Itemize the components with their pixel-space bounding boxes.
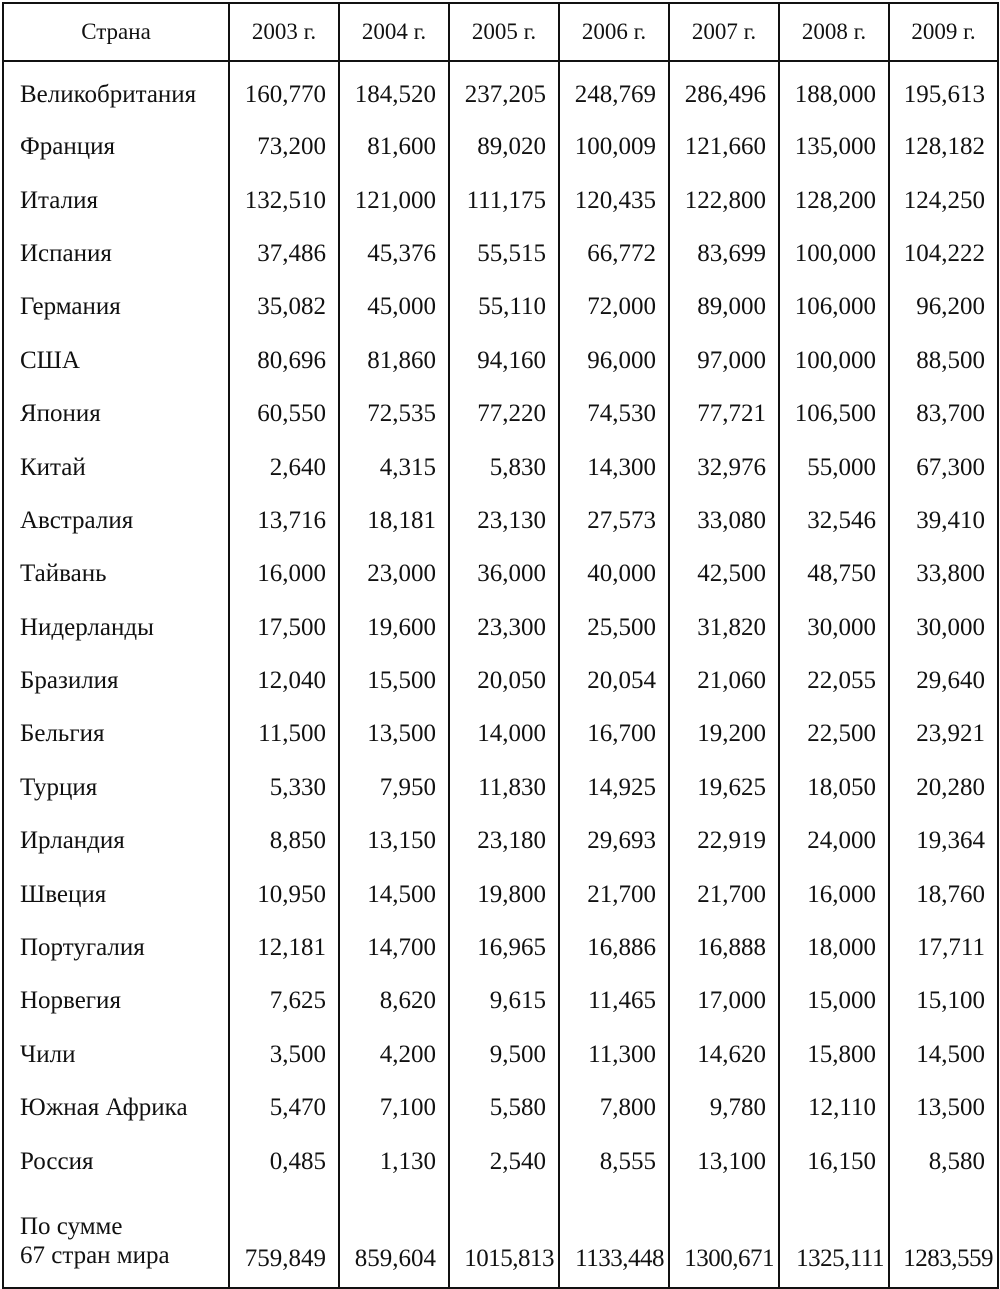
value-cell: 77,220 [449,387,559,440]
value-cell: 188,000 [779,61,889,120]
value-cell: 19,600 [339,601,449,654]
value-cell: 21,700 [559,867,669,920]
value-cell: 5,580 [449,1081,559,1134]
value-cell: 17,711 [889,921,998,974]
value-cell: 83,699 [669,227,779,280]
value-cell: 20,050 [449,654,559,707]
value-cell: 16,886 [559,921,669,974]
table-row [3,387,998,440]
value-cell: 19,200 [669,707,779,760]
value-cell: 32,976 [669,440,779,493]
value-cell: 13,716 [229,494,339,547]
value-cell: 12,110 [779,1081,889,1134]
table-row [3,1081,998,1134]
value-cell: 184,520 [339,61,449,120]
country-cell: Южная Африка [3,1081,229,1134]
value-cell: 100,000 [779,227,889,280]
value-cell: 25,500 [559,601,669,654]
header-year: 2005 г. [449,3,559,61]
value-cell: 135,000 [779,120,889,173]
value-cell: 8,555 [559,1134,669,1187]
value-cell: 14,620 [669,1028,779,1081]
country-cell: Швеция [3,867,229,920]
value-cell: 8,850 [229,814,339,867]
value-cell: 96,000 [559,334,669,387]
table-row [3,867,998,920]
header-year: 2008 г. [779,3,889,61]
value-cell: 21,060 [669,654,779,707]
value-cell: 14,500 [889,1028,998,1081]
table-row [3,334,998,387]
total-cell: 1325,111 [779,1188,889,1288]
value-cell: 17,000 [669,974,779,1027]
country-cell: Норвегия [3,974,229,1027]
value-cell: 286,496 [669,61,779,120]
value-cell: 14,500 [339,867,449,920]
country-cell: Ирландия [3,814,229,867]
value-cell: 122,800 [669,173,779,226]
value-cell: 88,500 [889,334,998,387]
value-cell: 19,364 [889,814,998,867]
value-cell: 20,280 [889,761,998,814]
value-cell: 94,160 [449,334,559,387]
value-cell: 14,700 [339,921,449,974]
country-cell: Бельгия [3,707,229,760]
value-cell: 23,921 [889,707,998,760]
value-cell: 39,410 [889,494,998,547]
value-cell: 18,000 [779,921,889,974]
header-country: Страна [3,3,229,61]
value-cell: 11,465 [559,974,669,1027]
country-cell: Испания [3,227,229,280]
total-cell: 1015,813 [449,1188,559,1288]
value-cell: 124,250 [889,173,998,226]
value-cell: 32,546 [779,494,889,547]
value-cell: 4,315 [339,440,449,493]
value-cell: 23,130 [449,494,559,547]
value-cell: 128,200 [779,173,889,226]
value-cell: 9,780 [669,1081,779,1134]
value-cell: 16,888 [669,921,779,974]
table-body [3,61,998,1288]
value-cell: 55,000 [779,440,889,493]
value-cell: 33,080 [669,494,779,547]
value-cell: 23,300 [449,601,559,654]
value-cell: 89,000 [669,280,779,333]
value-cell: 16,700 [559,707,669,760]
value-cell: 29,640 [889,654,998,707]
table-row [3,1028,998,1081]
value-cell: 18,760 [889,867,998,920]
total-label-line1: По сумме [20,1212,123,1240]
value-cell: 81,600 [339,120,449,173]
value-cell: 13,150 [339,814,449,867]
value-cell: 160,770 [229,61,339,120]
value-cell: 10,950 [229,867,339,920]
value-cell: 132,510 [229,173,339,226]
total-cell: 1133,448 [559,1188,669,1288]
country-cell: Германия [3,280,229,333]
value-cell: 77,721 [669,387,779,440]
value-cell: 0,485 [229,1134,339,1187]
value-cell: 11,830 [449,761,559,814]
value-cell: 120,435 [559,173,669,226]
value-cell: 12,181 [229,921,339,974]
value-cell: 72,535 [339,387,449,440]
value-cell: 16,965 [449,921,559,974]
table-row [3,547,998,600]
value-cell: 16,000 [229,547,339,600]
value-cell: 106,000 [779,280,889,333]
value-cell: 106,500 [779,387,889,440]
total-row [3,1188,998,1288]
table-row [3,61,998,120]
value-cell: 45,000 [339,280,449,333]
value-cell: 12,040 [229,654,339,707]
value-cell: 36,000 [449,547,559,600]
table-row [3,601,998,654]
value-cell: 14,300 [559,440,669,493]
value-cell: 72,000 [559,280,669,333]
header-year: 2009 г. [889,3,998,61]
value-cell: 22,055 [779,654,889,707]
value-cell: 17,500 [229,601,339,654]
value-cell: 60,550 [229,387,339,440]
header-year: 2004 г. [339,3,449,61]
total-cell: 759,849 [229,1188,339,1288]
total-label-line2: 67 стран мира [20,1242,170,1270]
value-cell: 8,580 [889,1134,998,1187]
country-cell: Бразилия [3,654,229,707]
value-cell: 237,205 [449,61,559,120]
value-cell: 11,300 [559,1028,669,1081]
value-cell: 83,700 [889,387,998,440]
value-cell: 15,500 [339,654,449,707]
value-cell: 2,640 [229,440,339,493]
value-cell: 7,950 [339,761,449,814]
value-cell: 104,222 [889,227,998,280]
value-cell: 100,009 [559,120,669,173]
value-cell: 20,054 [559,654,669,707]
value-cell: 18,181 [339,494,449,547]
country-cell: Россия [3,1134,229,1187]
value-cell: 14,000 [449,707,559,760]
header-year: 2003 г. [229,3,339,61]
total-cell: 1283,559 [889,1188,998,1288]
value-cell: 3,500 [229,1028,339,1081]
value-cell: 30,000 [889,601,998,654]
value-cell: 42,500 [669,547,779,600]
value-cell: 48,750 [779,547,889,600]
table-row [3,707,998,760]
header-year: 2007 г. [669,3,779,61]
value-cell: 22,919 [669,814,779,867]
value-cell: 13,500 [889,1081,998,1134]
value-cell: 40,000 [559,547,669,600]
value-cell: 15,800 [779,1028,889,1081]
value-cell: 33,800 [889,547,998,600]
value-cell: 80,696 [229,334,339,387]
country-cell: Турция [3,761,229,814]
value-cell: 37,486 [229,227,339,280]
table-row [3,280,998,333]
value-cell: 81,860 [339,334,449,387]
value-cell: 121,660 [669,120,779,173]
value-cell: 31,820 [669,601,779,654]
table-row [3,494,998,547]
table-header [3,3,998,61]
value-cell: 18,050 [779,761,889,814]
table-row [3,974,998,1027]
data-table [2,2,999,1289]
country-cell: Португалия [3,921,229,974]
value-cell: 27,573 [559,494,669,547]
header-row [3,3,998,61]
table-row [3,814,998,867]
value-cell: 24,000 [779,814,889,867]
table-row [3,173,998,226]
value-cell: 4,200 [339,1028,449,1081]
value-cell: 21,700 [669,867,779,920]
table-row [3,227,998,280]
table-row [3,120,998,173]
value-cell: 96,200 [889,280,998,333]
value-cell: 100,000 [779,334,889,387]
value-cell: 128,182 [889,120,998,173]
value-cell: 248,769 [559,61,669,120]
value-cell: 45,376 [339,227,449,280]
value-cell: 23,180 [449,814,559,867]
country-cell: Чили [3,1028,229,1081]
value-cell: 121,000 [339,173,449,226]
value-cell: 1,130 [339,1134,449,1187]
value-cell: 22,500 [779,707,889,760]
value-cell: 30,000 [779,601,889,654]
value-cell: 29,693 [559,814,669,867]
value-cell: 111,175 [449,173,559,226]
country-cell: США [3,334,229,387]
value-cell: 5,830 [449,440,559,493]
value-cell: 97,000 [669,334,779,387]
value-cell: 11,500 [229,707,339,760]
value-cell: 9,615 [449,974,559,1027]
table-row [3,921,998,974]
value-cell: 16,150 [779,1134,889,1187]
value-cell: 67,300 [889,440,998,493]
value-cell: 66,772 [559,227,669,280]
value-cell: 5,330 [229,761,339,814]
value-cell: 7,100 [339,1081,449,1134]
country-cell: Нидерланды [3,601,229,654]
country-cell: Австралия [3,494,229,547]
value-cell: 19,625 [669,761,779,814]
value-cell: 16,000 [779,867,889,920]
value-cell: 35,082 [229,280,339,333]
value-cell: 7,625 [229,974,339,1027]
total-label [3,1188,229,1288]
value-cell: 55,515 [449,227,559,280]
value-cell: 8,620 [339,974,449,1027]
value-cell: 14,925 [559,761,669,814]
value-cell: 55,110 [449,280,559,333]
value-cell: 74,530 [559,387,669,440]
value-cell: 89,020 [449,120,559,173]
value-cell: 19,800 [449,867,559,920]
value-cell: 7,800 [559,1081,669,1134]
value-cell: 5,470 [229,1081,339,1134]
country-cell: Великобритания [3,61,229,120]
value-cell: 73,200 [229,120,339,173]
value-cell: 2,540 [449,1134,559,1187]
table-row [3,654,998,707]
value-cell: 15,000 [779,974,889,1027]
table-row [3,440,998,493]
table-row [3,1134,998,1187]
value-cell: 9,500 [449,1028,559,1081]
value-cell: 195,613 [889,61,998,120]
total-cell: 859,604 [339,1188,449,1288]
country-cell: Франция [3,120,229,173]
country-cell: Китай [3,440,229,493]
country-cell: Тайвань [3,547,229,600]
header-year: 2006 г. [559,3,669,61]
total-cell: 1300,671 [669,1188,779,1288]
value-cell: 13,500 [339,707,449,760]
country-cell: Италия [3,173,229,226]
value-cell: 13,100 [669,1134,779,1187]
table-row [3,761,998,814]
value-cell: 15,100 [889,974,998,1027]
value-cell: 23,000 [339,547,449,600]
country-cell: Япония [3,387,229,440]
